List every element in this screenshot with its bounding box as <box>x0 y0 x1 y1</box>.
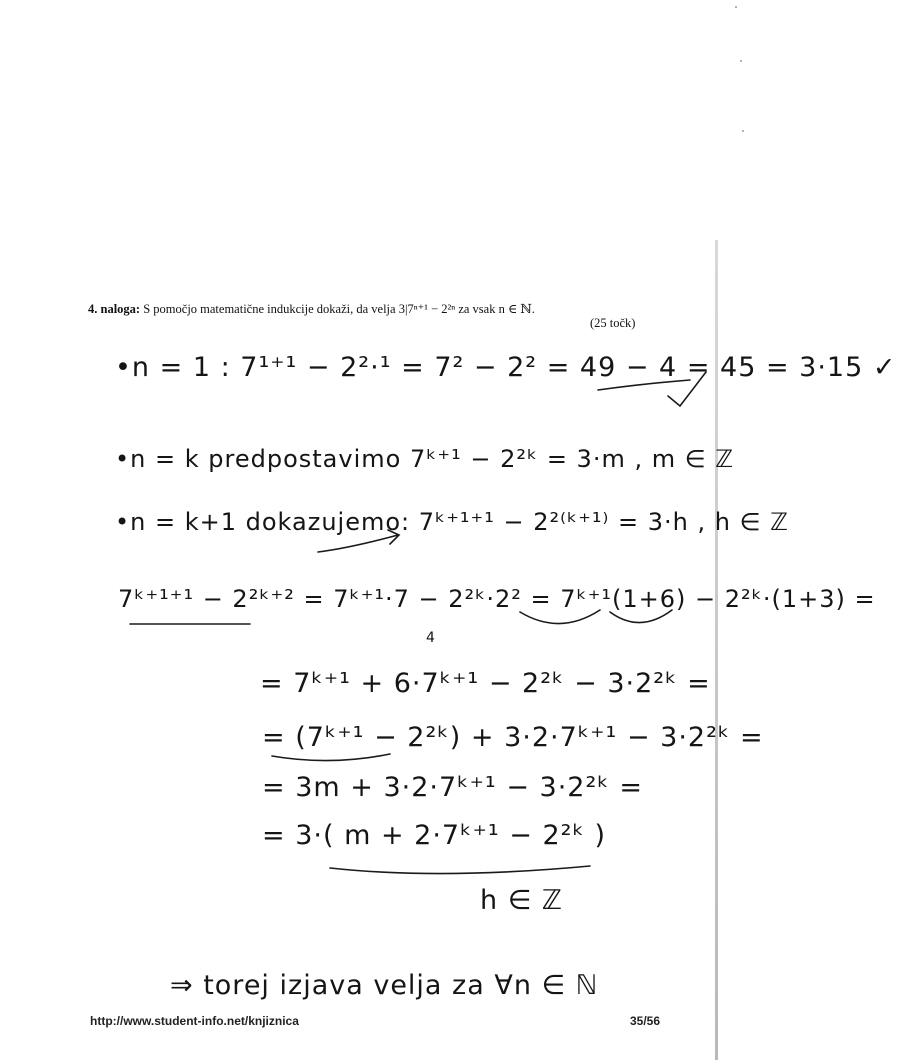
goal-arrow <box>318 530 399 552</box>
group-underbrace <box>272 754 390 761</box>
page-number: 35/56 <box>630 1014 661 1028</box>
footer-url[interactable]: http://www.student-info.net/knjiznica <box>90 1014 299 1028</box>
check-mark <box>668 372 706 406</box>
base-case-underline <box>598 380 690 390</box>
conclusion-line: ⇒ torej izjava velja za ∀n ∈ ℕ <box>170 970 599 1001</box>
step-line-2: = 7ᵏ⁺¹ + 6·7ᵏ⁺¹ − 2²ᵏ − 3·2²ᵏ = <box>260 668 711 699</box>
base-case-line: •n = 1 : 7¹⁺¹ − 2²·¹ = 7² − 2² = 49 − 4 = 45 = 3·15 ✓ <box>115 352 897 383</box>
h-in-z-label: h ∈ ℤ <box>480 885 563 916</box>
problem-number: 4. naloga: <box>88 302 141 316</box>
step-line-4: = 3m + 3·2·7ᵏ⁺¹ − 3·2²ᵏ = <box>262 772 643 803</box>
h-underbrace <box>330 866 590 874</box>
step-line-1: 7ᵏ⁺¹⁺¹ − 2²ᵏ⁺² = 7ᵏ⁺¹·7 − 2²ᵏ·2² = 7ᵏ⁺¹(1+6) − 2²ᵏ·(1+3) = <box>118 585 876 613</box>
induction-goal-line: •n = k+1 dokazujemo: 7ᵏ⁺¹⁺¹ − 2²⁽ᵏ⁺¹⁾ = 3·h , h ∈ ℤ <box>115 508 789 536</box>
hypothesis-line: •n = k predpostavimo 7ᵏ⁺¹ − 2²ᵏ = 3·m , m ∈ ℤ <box>115 445 735 473</box>
brace-one <box>520 610 600 624</box>
step-note-four: 4 <box>426 630 436 646</box>
problem-text: S pomočjo matematične indukcije dokaži, da velja 3|7ⁿ⁺¹ − 2²ⁿ za vsak n ∈ ℕ. <box>143 302 535 316</box>
problem-points: (25 točk) <box>590 316 636 330</box>
step-line-5: = 3·( m + 2·7ᵏ⁺¹ − 2²ᵏ ) <box>262 820 607 851</box>
brace-two <box>610 610 672 623</box>
step-line-3: = (7ᵏ⁺¹ − 2²ᵏ) + 3·2·7ᵏ⁺¹ − 3·2²ᵏ = <box>262 722 764 753</box>
